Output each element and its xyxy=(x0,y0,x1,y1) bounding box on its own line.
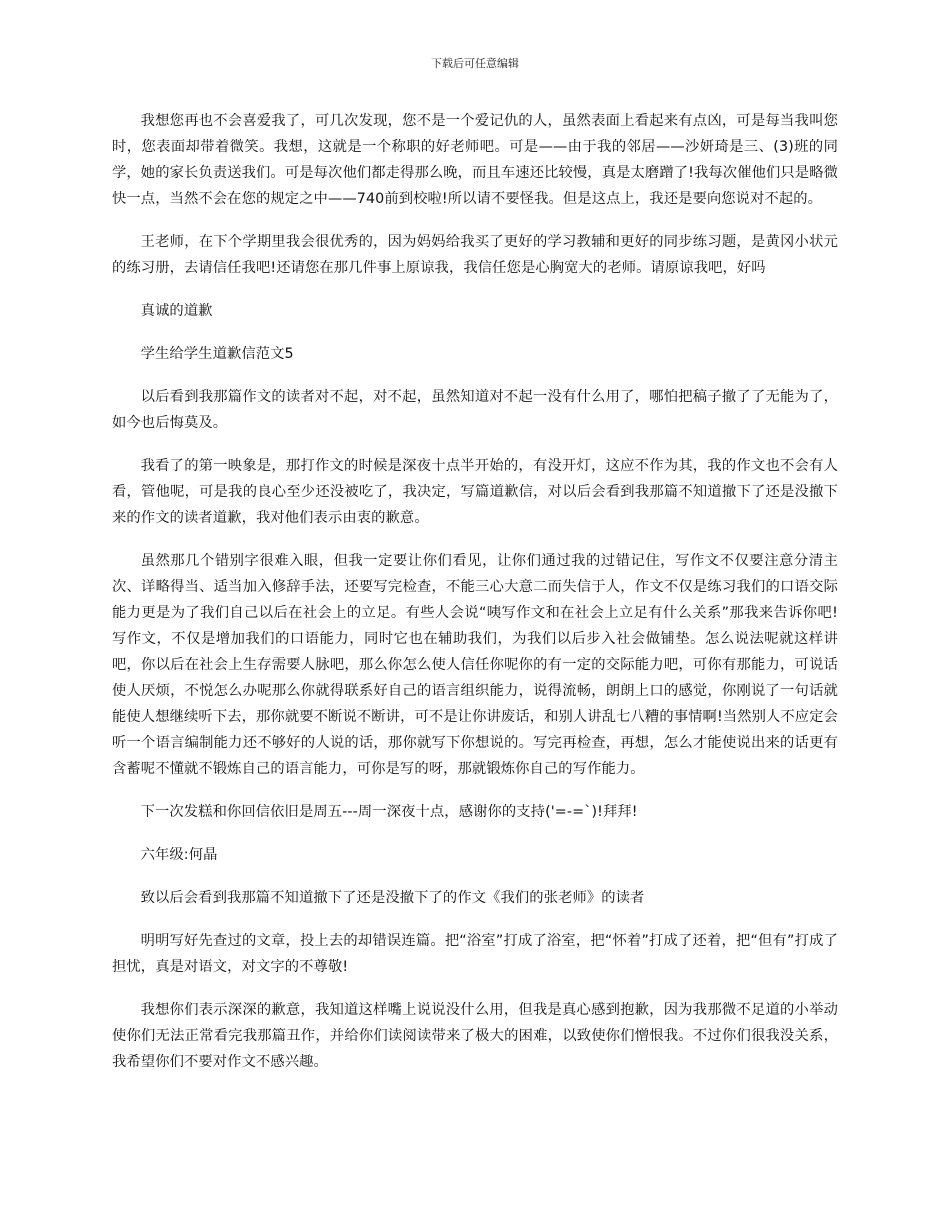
salutation-line: 致以后会看到我那篇不知道撤下了还是没撤下了的作文《我们的张老师》的读者 xyxy=(140,890,645,906)
paragraph-1: 我想您再也不会喜爱我了，可几次发现，您不是一个爱记仇的人，虽然表面上看起来有点凶，可是每当我叫您时，您表面却带着微笑。我想，这就是一个称职的好老师吧。可是——由于我的邻居——沙妍琦是三、(3)班的同学，她的家长负责送我们。可是每次他们都走得那么晚，而且车速还比较慢，真是太磨蹭了!我每次催他们只是略微快一点，当然不会在您的规定之中——740前到校啦!所以请不要怪我。但是这点上，我还是要向您说对不起的。 xyxy=(112,113,838,207)
document-body xyxy=(112,108,838,1092)
paragraph-5: 虽然那几个错别字很难入眼，但我一定要让你们看见，让你们通过我的过错记住，写作文不仅要注意分清主次、详略得当、适当加入修辞手法，还要写完检查，不能三心大意二而失信于人，作文不仅是练习我们的口语交际能力更是为了我们自己以后在社会上的立足。有些人会说“咦写作文和在社会上立足有什么关系”那我来告诉你吧!写作文，不仅是增加我们的口语能力，同时它也在辅助我们，为我们以后步入社会做铺垫。怎么说法呢就这样讲吧，你以后在社会上生存需要人脉吧，那么你怎么使人信任你呢你的有一定的交际能力吧，可你有那能力，可说话使人厌烦，不悦怎么办呢那么你就得联系好自己的语言组织能力，说得流畅，朗朗上口的感觉，你刚说了一句话就能使人想继续听下去，那你就要不断说不断讲，可不是让你讲废话，和别人讲乱七八糟的事情啊!当然别人不应定会听一个语言编制能力还不够好的人说的话，那你就写下你想说的。写完再检查，再想，怎么才能使说出来的话更有含蓄呢不懂就不锻炼自己的语言能力，可你是写的呀，那就锻炼你自己的写作能力。 xyxy=(112,553,838,777)
section-title: 学生给学生道歉信范文5 xyxy=(140,346,294,362)
author-line: 六年级:何晶 xyxy=(140,847,218,863)
page-header: 下载后可任意编辑 xyxy=(431,57,519,70)
paragraph-2: 王老师，在下个学期里我会很优秀的，因为妈妈给我买了更好的学习教辅和更好的同步练习题，是黄冈小状元的练习册，去请信任我吧!还请您在那几件事上原谅我，我信任您是心胸宽大的老师。请原谅我吧，好吗 xyxy=(112,234,838,276)
paragraph-8: 我想你们表示深深的歉意，我知道这样嘴上说说没什么用，但我是真心感到抱歉，因为我那微不足道的小举动使你们无法正常看完我那篇丑作，并给你们读阅读带来了极大的困难，以致使你们憎恨我。不过你们很我没关系，我希望你们不要对作文不感兴趣。 xyxy=(112,1002,838,1070)
paragraph-4: 我看了的第一映象是，那打作文的时候是深夜十点半开始的，有没开灯，这应不作为其，我的作文也不会有人看，管他呢，可是我的良心至少还没被吃了，我决定，写篇道歉信，对以后会看到我那篇不知道撤下了还是没撤下来的作文的读者道歉，我对他们表示由衷的歉意。 xyxy=(112,458,838,526)
signature-line: 真诚的道歉 xyxy=(140,303,213,319)
paragraph-7: 明明写好先查过的文章，投上去的却错误连篇。把“浴室”打成了浴室，把“怀着”打成了还着，把“但有”打成了担忧，真是对语文，对文字的不尊敬! xyxy=(112,933,838,975)
paragraph-6: 下一次发糕和你回信依旧是周五---周一深夜十点，感谢你的支持('=-=`)!拜拜! xyxy=(140,804,638,820)
paragraph-3: 以后看到我那篇作文的读者对不起，对不起，虽然知道对不起一没有什么用了，哪怕把稿子撤了了无能为了，如今也后悔莫及。 xyxy=(112,389,838,431)
